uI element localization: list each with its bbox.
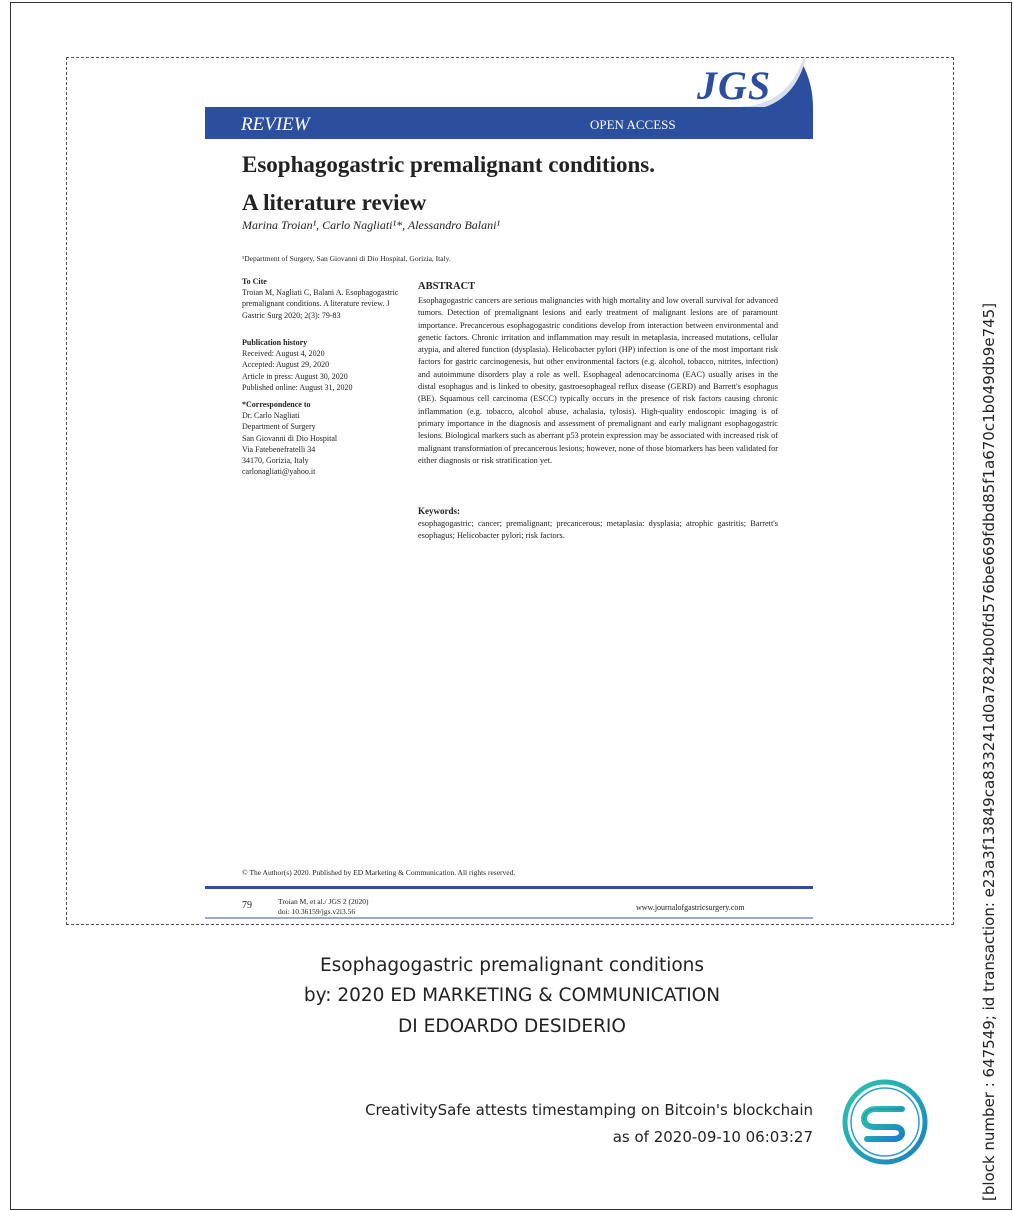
- attestation-text: CreativitySafe attests timestamping on Bitcoin's blockchain: [365, 1101, 813, 1119]
- attestation-timestamp: as of 2020-09-10 06:03:27: [612, 1128, 813, 1146]
- blockchain-transaction-id: [block number : 647549; id transaction: e23a3f13849ca833241d0a7824b00fd576be669fdbd85f1a670c1b049db9e745]: [980, 302, 998, 1201]
- caption-author-cont: DI EDOARDO DESIDERIO: [398, 1016, 626, 1037]
- abstract-text: Esophagogastric cancers are serious malignancies with high mortality and low overall survival for advanced tumors. Detection of premalignant lesions and early treatment of malignant lesions are of paramount importance. Precancerous esophagogastric conditions develop from interaction between environmental and genetic factors. Chronic irritation and inflammation may result in metaplasia, increased mutations, cellular atypia, and altered function (dysplasia). Helicobacter pylori (HP) infection is one of the most important risk factors for gastric carcinogenesis, but other environmental factors (e.g. alcohol, tobacco, nitrites, infection) and autoimmune disorders play a role as well. Esophageal adenocarcinoma (EAC) usually arises in the distal esophagus and is linked to obesity, gastroesophageal reflux disease (GERD) and Barrett's esophagus (BE). Squamous cell carcinoma (ESCC) typically occurs in the presence of risk factors causing chronic inflammation (e.g. tobacco, alcohol abuse, achalasia, tylosis). High-quality endoscopic imaging is of primary importance in the diagnosis and assessment of premalignant and early malignant esophagogastric lesions. Biological markers such as aberrant p53 protein expression may be associated with increased risk of malignant transformation of precancerous lesions; however, none of those biomarkers has been validated for either diagnosis or risk stratification yet.: [418, 296, 779, 465]
- received-date: Received: August 4, 2020: [242, 349, 325, 359]
- footer-citation-line1: Troian M, et al./ JGS 2 (2020): [278, 897, 369, 906]
- keywords-heading: Keywords:: [418, 506, 460, 516]
- published-date: Published online: August 31, 2020: [242, 382, 353, 392]
- footer-citation: [278, 897, 369, 917]
- caption-author: by: 2020 ED MARKETING & COMMUNICATION: [303, 985, 721, 1006]
- keywords-text: esophagogastric; cancer; premalignant; precancerous; metaplasia: dysplasia; atrophic gastritis; Barrett's esophagus; Helicobacter pylori; risk factors.: [418, 519, 778, 541]
- correspondence-line: Department of Surgery: [242, 422, 316, 432]
- page-number: 79: [242, 900, 252, 911]
- creativitysafe-logo: [842, 1079, 928, 1165]
- open-access-label: OPEN ACCESS: [590, 117, 676, 132]
- accepted-date: Accepted: August 29, 2020: [242, 360, 330, 370]
- article-title-line1: Esophagogastric premalignant conditions.: [242, 152, 655, 177]
- correspondence-email: carlonagliati@yahoo.it: [242, 467, 316, 477]
- journal-logo: JGS: [697, 63, 772, 108]
- copyright-notice: © The Author(s) 2020. Published by ED Marketing & Communication. All rights reserved.: [242, 868, 516, 877]
- to-cite-text: Troian M, Nagliati C, Balani A. Esophagogastric premalignant conditions. A literature review. J Gastric Surg 2020; 2(3): 79-83: [242, 288, 399, 320]
- correspondence-line: Via Fatebenefratelli 34: [242, 444, 316, 454]
- abstract-heading: ABSTRACT: [418, 281, 476, 292]
- authors: Marina Troian¹, Carlo Nagliati¹*, Alessandro Balani¹: [242, 218, 501, 232]
- journal-website: www.journalofgastricsurgery.com: [636, 903, 745, 912]
- footer-rule-lower: [205, 917, 813, 919]
- publication-history-block: [242, 337, 408, 393]
- document-preview: [66, 57, 954, 925]
- in-press-date: Article in press: August 30, 2020: [242, 371, 348, 381]
- correspondence-line: Dr. Carlo Nagliati: [242, 411, 300, 421]
- correspondence-heading: *Correspondence to: [242, 400, 311, 409]
- correspondence-line: San Giovanni di Dio Hospital: [242, 433, 338, 443]
- correspondence-block: [242, 399, 408, 477]
- section-label: REVIEW: [241, 114, 310, 135]
- to-cite-block: [242, 276, 408, 321]
- footer-doi: doi: 10.36159/jgs.v2i3.56: [278, 907, 356, 916]
- affiliation: ¹Department of Surgery, San Giovanni di Dio Hospital, Gorizia, Italy.: [242, 254, 451, 263]
- publication-history-heading: Publication history: [242, 338, 308, 347]
- footer-rule: [205, 886, 813, 889]
- to-cite-heading: To Cite: [242, 277, 267, 286]
- caption-title: Esophagogastric premalignant conditions: [319, 955, 705, 976]
- correspondence-line: 34170, Gorizia, Italy: [242, 456, 309, 466]
- article-title-line2: A literature review: [242, 190, 427, 215]
